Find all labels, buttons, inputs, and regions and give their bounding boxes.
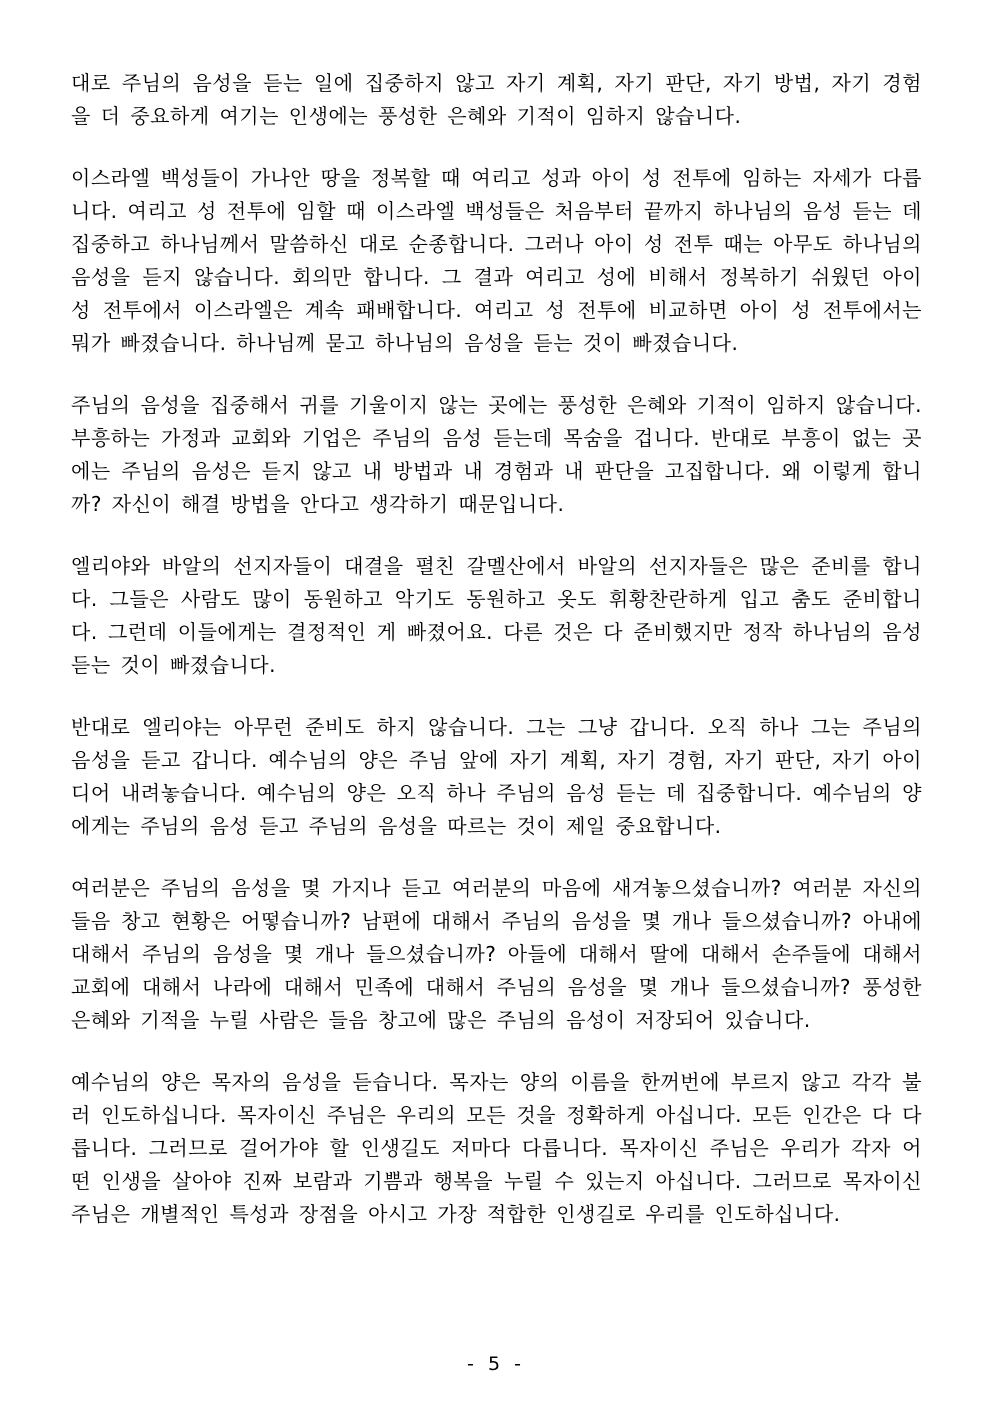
paragraph-6: 여러분은 주님의 음성을 몇 가지나 듣고 여러분의 마음에 새겨놓으셨습니까? 여러분 자신의 들음 창고 현황은 어떻습니까? 남편에 대해서 주님의 음성을 몇 개나 들으셨습니까? 아내에 대해서 주님의 음성을 몇 개나 들으셨습니까? 아들에 대해서 딸에 대해서 손주들에 대해서 교회에 대해서 나라에 대해서 민족에 대해서 주님의 음성을 몇 개나 들으셨습니까? 풍성한 은혜와 기적을 누릴 사람은 들음 창고에 많은 주님의 음성이 저장되어 있습니다. [71, 876, 922, 1032]
paragraph-3: 주님의 음성을 집중해서 귀를 기울이지 않는 곳에는 풍성한 은혜와 기적이 임하지 않습니다. 부흥하는 가정과 교회와 기업은 주님의 음성 듣는데 목숨을 겁니다. 반대로 부흥이 없는 곳에는 주님의 음성은 듣지 않고 내 방법과 내 경험과 내 판단을 고집합니다. 왜 이렇게 합니까? 자신이 해결 방법을 안다고 생각하기 때문입니다. [71, 393, 922, 516]
page-number: - 5 - [467, 1353, 525, 1375]
paragraph-2: 이스라엘 백성들이 가나안 땅을 정복할 때 여리고 성과 아이 성 전투에 임하는 자세가 다릅니다. 여리고 성 전투에 임할 때 이스라엘 백성들은 처음부터 끝까지 하나님의 음성 듣는 데 집중하고 하나님께서 말씀하신 대로 순종합니다. 그러나 아이 성 전투 때는 아무도 하나님의 음성을 듣지 않습니다. 회의만 합니다. 그 결과 여리고 성에 비해서 정복하기 쉬웠던 아이 성 전투에서 이스라엘은 계속 패배합니다. 여리고 성 전투에 비교하면 아이 성 전투에서는 뭐가 빠졌습니다. 하나님께 묻고 하나님의 음성을 듣는 것이 빠졌습니다. [71, 166, 922, 355]
paragraph-5: 반대로 엘리야는 아무런 준비도 하지 않습니다. 그는 그냥 갑니다. 오직 하나 그는 주님의 음성을 듣고 갑니다. 예수님의 양은 주님 앞에 자기 계획, 자기 경험, 자기 판단, 자기 아이디어 내려놓습니다. 예수님의 양은 오직 하나 주님의 음성 듣는 데 집중합니다. 예수님의 양에게는 주님의 음성 듣고 주님의 음성을 따르는 것이 제일 중요합니다. [71, 715, 923, 838]
document-body [71, 67, 922, 1231]
paragraph-7: 예수님의 양은 목자의 음성을 듣습니다. 목자는 양의 이름을 한꺼번에 부르지 않고 각각 불러 인도하십니다. 목자이신 주님은 우리의 모든 것을 정확하게 아십니다. 모든 인간은 다 다릅니다. 그러므로 걸어가야 할 인생길도 저마다 다릅니다. 목자이신 주님은 우리가 각자 어떤 인생을 살아야 진짜 보람과 기쁨과 행복을 누릴 수 있는지 아십니다. 그러므로 목자이신 주님은 개별적인 특성과 장점을 아시고 가장 적합한 인생길로 우리를 인도하십니다. [71, 1070, 922, 1226]
paragraph-1: 대로 주님의 음성을 듣는 일에 집중하지 않고 자기 계획, 자기 판단, 자기 방법, 자기 경험을 더 중요하게 여기는 인생에는 풍성한 은혜와 기적이 임하지 않습니다. [71, 71, 922, 128]
page-footer [0, 1353, 992, 1375]
paragraph-4: 엘리야와 바알의 선지자들이 대결을 펼친 갈멜산에서 바알의 선지자들은 많은 준비를 합니다. 그들은 사람도 많이 동원하고 악기도 동원하고 옷도 휘황찬란하게 입고 춤도 준비합니다. 그런데 이들에게는 결정적인 게 빠졌어요. 다른 것은 다 준비했지만 정작 하나님의 음성 듣는 것이 빠졌습니다. [71, 554, 922, 677]
